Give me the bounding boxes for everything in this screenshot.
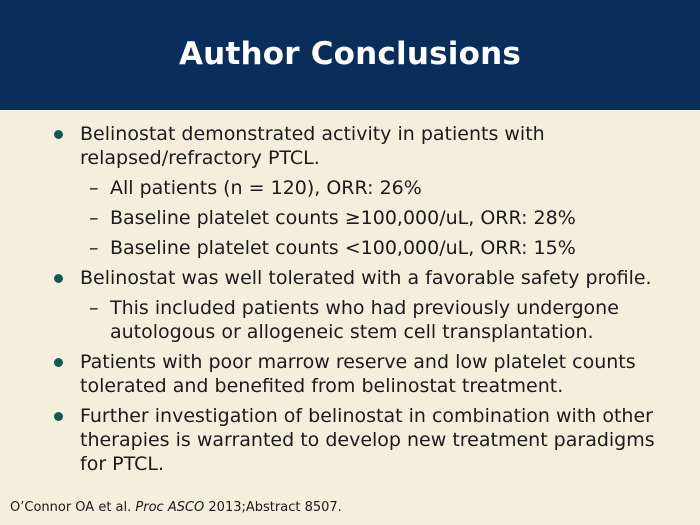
- citation-authors: O’Connor OA et al.: [10, 500, 136, 515]
- bullet-text: Patients with poor marrow reserve and low platelet counts tolerated and benefited from belinostat treatment.: [80, 351, 636, 397]
- sub-bullet-text: Baseline platelet counts <100,000/uL, ORR: 15%: [110, 237, 576, 259]
- dash-icon: –: [89, 297, 99, 319]
- sub-bullet-item: [0, 206, 700, 230]
- title-bar: [0, 0, 700, 110]
- bullet-list: [0, 122, 700, 482]
- sub-bullet-text: Baseline platelet counts ≥100,000/uL, ORR: 28%: [110, 207, 576, 229]
- sub-bullet-text: All patients (n = 120), ORR: 26%: [110, 177, 422, 199]
- bullet-text: Belinostat demonstrated activity in patients with relapsed/refractory PTCL.: [80, 123, 545, 169]
- bullet-dot-icon: [54, 358, 63, 367]
- citation: [10, 500, 342, 515]
- bullet-item: [0, 404, 700, 476]
- citation-journal: Proc ASCO: [135, 500, 205, 515]
- bullet-text: Further investigation of belinostat in combination with other therapies is warranted to develop new treatment paradigms for PTCL.: [80, 405, 655, 475]
- sub-bullet-item: [0, 236, 700, 260]
- bullet-text: Belinostat was well tolerated with a favorable safety profile.: [80, 267, 652, 289]
- bullet-dot-icon: [54, 274, 63, 283]
- bullet-item: [0, 350, 700, 398]
- bullet-dot-icon: [54, 130, 63, 139]
- bullet-item: [0, 122, 700, 170]
- dash-icon: –: [89, 207, 99, 229]
- bullet-dot-icon: [54, 412, 63, 421]
- slide-title: Author Conclusions: [178, 36, 521, 72]
- bullet-item: [0, 266, 700, 290]
- citation-rest: 2013;Abstract 8507.: [204, 500, 342, 515]
- sub-bullet-item: [0, 296, 700, 344]
- sub-bullet-item: [0, 176, 700, 200]
- sub-bullet-text: This included patients who had previously undergone autologous or allogeneic stem cell transplantation.: [110, 297, 619, 343]
- dash-icon: –: [89, 177, 99, 199]
- dash-icon: –: [89, 237, 99, 259]
